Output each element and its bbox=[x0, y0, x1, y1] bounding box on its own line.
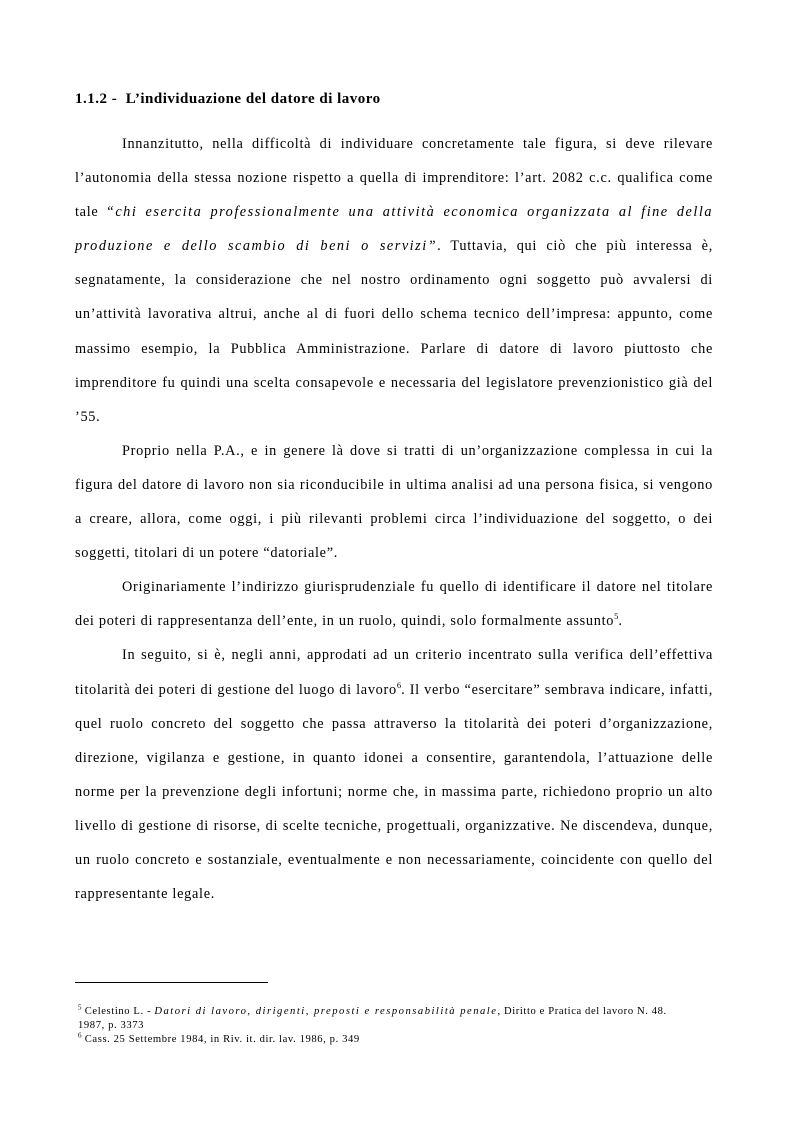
footnote-5-text-a: Celestino L. - bbox=[81, 1006, 155, 1017]
footnote-6-number: 6 bbox=[78, 1031, 82, 1040]
paragraph-1-text-a: Innanzitutto, nella difficoltà di individuare concretamente tale figura, si deve rilevare l’autonomia della stessa nozione rispetto a quella di imprenditore: l’art. 2082 c.c. qualifica come tale bbox=[75, 136, 713, 221]
footnote-6-text: Cass. 25 Settembre 1984, in Riv. it. dir. lav. 1986, p. 349 bbox=[81, 1034, 360, 1045]
footnote-5-text-b: , Diritto e Pratica del lavoro N. 48. 1987, p. 3373 bbox=[78, 1006, 667, 1031]
footnote-5-number: 5 bbox=[78, 1003, 82, 1012]
paragraph-3-text-b: . bbox=[618, 613, 623, 630]
paragraph-4-text-a: In seguito, si è, negli anni, approdati ad un criterio incentrato sulla verifica dell’effettiva titolarità dei poteri di gestione del luogo di lavoro bbox=[75, 647, 713, 698]
footnote-5-title: Datori di lavoro, dirigenti, preposti e responsabilità penale bbox=[154, 1006, 498, 1017]
paragraph-2-text: Proprio nella P.A., e in genere là dove si tratti di un’organizzazione complessa in cui la figura del datore di lavoro non sia riconducibile in ultima analisi ad una persona fisica, si vengono a creare, allora, come oggi, i più rilevanti problemi circa l’individuazione del soggetto, o dei soggetti, titolari di un potere “datoriale”. bbox=[75, 442, 713, 562]
paragraph-2 bbox=[75, 434, 713, 570]
paragraph-1 bbox=[75, 127, 713, 434]
footnote-ref-6[interactable]: 6 bbox=[396, 679, 402, 690]
paragraph-1-text-b: . Tuttavia, qui ciò che più interessa è, segnatamente, la considerazione che nel nostro ordinamento ogni soggetto può avvalersi di un’attività lavorativa altrui, anche al di fuori dello schema tecnico dell’impresa: appunto, come massimo esempio, la Pubblica Amministrazione. Parlare di datore di lavoro piuttosto che imprenditore fu quindi una scelta consapevole e necessaria del legislatore prevenzionistico già del ’55. bbox=[75, 238, 713, 425]
section-title: L’individuazione del datore di lavoro bbox=[125, 91, 381, 107]
footnote-separator bbox=[75, 982, 268, 983]
footnote-5 bbox=[78, 1005, 678, 1033]
paragraph-4-text-b: . Il verbo “esercitare” sembrava indicare, infatti, quel ruolo concreto del soggetto che passa attraverso la titolarità dei poteri d’organizzazione, direzione, vigilanza e gestione, in quanto idonei a consentire, garantendola, l’attuazione delle norme per la prevenzione degli infortuni; norme che, in massima parte, richiedono proprio un alto livello di gestione di risorse, di scelte tecniche, progettuali, organizzative. Ne discendeva, dunque, un ruolo concreto e sostanziale, eventualmente e non necessariamente, coincidente con quello del rappresentante legale. bbox=[75, 681, 713, 903]
civil-code-quote: “chi esercita professionalmente una attività economica organizzata al fine della produzione e dello scambio di beni o servizi” bbox=[75, 204, 713, 255]
section-number: 1.1.2 - bbox=[75, 91, 118, 107]
paragraph-3 bbox=[75, 570, 713, 638]
body-text bbox=[75, 127, 713, 911]
paragraph-3-text-a: Originariamente l’indirizzo giurisprudenziale fu quello di identificare il datore nel titolare dei poteri di rappresentanza dell’ente, in un ruolo, quindi, solo formalmente assunto bbox=[75, 579, 713, 630]
footnotes bbox=[78, 1005, 678, 1047]
footnote-6 bbox=[78, 1033, 678, 1047]
paragraph-4 bbox=[75, 638, 713, 911]
section-heading bbox=[75, 91, 381, 108]
footnote-ref-5[interactable]: 5 bbox=[614, 611, 619, 622]
